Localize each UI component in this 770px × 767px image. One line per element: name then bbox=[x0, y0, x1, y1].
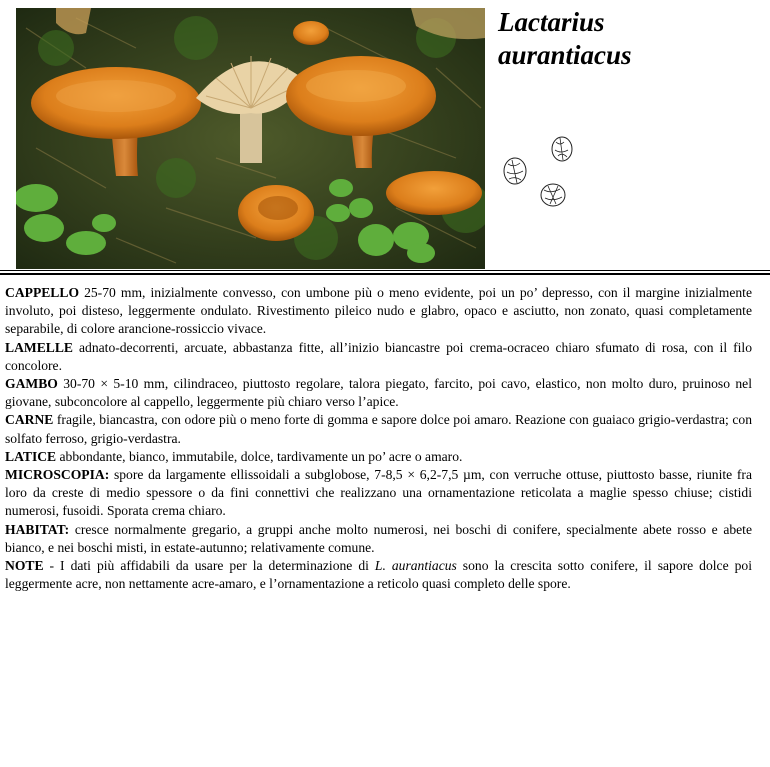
species-title bbox=[498, 6, 758, 72]
section-text: adnato-decorrenti, arcuate, abbastanza fitte, all’inizio biancastre poi crema-ocraceo chiaro sfumato di rosa, con il filo concolore. bbox=[5, 339, 752, 373]
section-lamelle bbox=[5, 339, 752, 375]
species-epithet: aurantiacus bbox=[498, 40, 632, 70]
section-heading: GAMBO bbox=[5, 376, 58, 392]
section-text: 25-70 mm, inizialmente convesso, con umbone più o meno evidente, poi un po’ depresso, con il margine inizialmente involuto, poi disteso, leggermente ondulato. Rivestimento pileico nudo e glabro, opaco e asciutto, non zonato, quasi completamente separabile, di colore arancione-rossiccio vivace. bbox=[5, 285, 752, 337]
section-heading: LAMELLE bbox=[5, 339, 73, 355]
section-carne bbox=[5, 411, 752, 447]
section-text: - I dati più affidabili da usare per la determinazione di bbox=[43, 558, 375, 574]
section-text: spore da largamente ellissoidali a subglobose, 7-8,5 × 6,2-7,5 µm, con verruche ottuse, piuttosto basse, riunite fra loro da creste di medio spessore o da fini connettivi che realizzano una ornamentazione reticolata a maglie spesso chiuse; cistidi numerosi, fusoidi. Sporata crema chiaro. bbox=[5, 467, 752, 519]
section-habitat bbox=[5, 521, 752, 557]
section-latice bbox=[5, 448, 752, 466]
spore-drawing bbox=[498, 130, 588, 215]
section-note bbox=[5, 557, 752, 593]
section-divider bbox=[0, 270, 770, 275]
description bbox=[5, 284, 752, 593]
section-text: fragile, biancastra, con odore più o meno forte di gomma e sapore dolce poi amaro. Reazione con guaiaco grigio-verdastra; con solfato ferroso, grigio-verdastra. bbox=[5, 412, 752, 446]
section-heading: LATICE bbox=[5, 448, 57, 464]
mushroom-photo-icon bbox=[16, 8, 485, 269]
section-text: sono la crescita sotto conifere, il sapore dolce poi leggermente acre, non nettamente acre-amaro, e l’ornamentazione a reticolo quasi completo delle spore. bbox=[5, 558, 752, 592]
section-gambo bbox=[5, 375, 752, 411]
section-heading: NOTE bbox=[5, 558, 44, 574]
genus-name: Lactarius bbox=[498, 7, 605, 37]
section-text: cresce normalmente gregario, a gruppi anche molto numerosi, nei boschi di conifere, specialmente abete rosso e abete bianco, e nei boschi misti, in estate-autunno; relativamente comune. bbox=[5, 521, 752, 555]
section-cappello bbox=[5, 284, 752, 339]
section-microscopia bbox=[5, 466, 752, 521]
spore-drawing-icon bbox=[498, 130, 588, 215]
section-text: abbondante, bianco, immutabile, dolce, tardivamente un po’ acre o amaro. bbox=[56, 448, 463, 464]
section-heading: MICROSCOPIA: bbox=[5, 467, 110, 483]
section-heading: HABITAT: bbox=[5, 521, 70, 537]
species-abbrev: L. aurantiacus bbox=[374, 558, 457, 574]
section-heading: CARNE bbox=[5, 412, 54, 428]
section-heading: CAPPELLO bbox=[5, 285, 80, 300]
mushroom-photo bbox=[16, 8, 485, 269]
section-text: 30-70 × 5-10 mm, cilindraceo, piuttosto regolare, talora piegato, farcito, poi cavo, elastico, non molto duro, pruinoso nel giovane, subconcolore al cappello, leggermente più chiaro verso l’apice. bbox=[5, 376, 752, 410]
